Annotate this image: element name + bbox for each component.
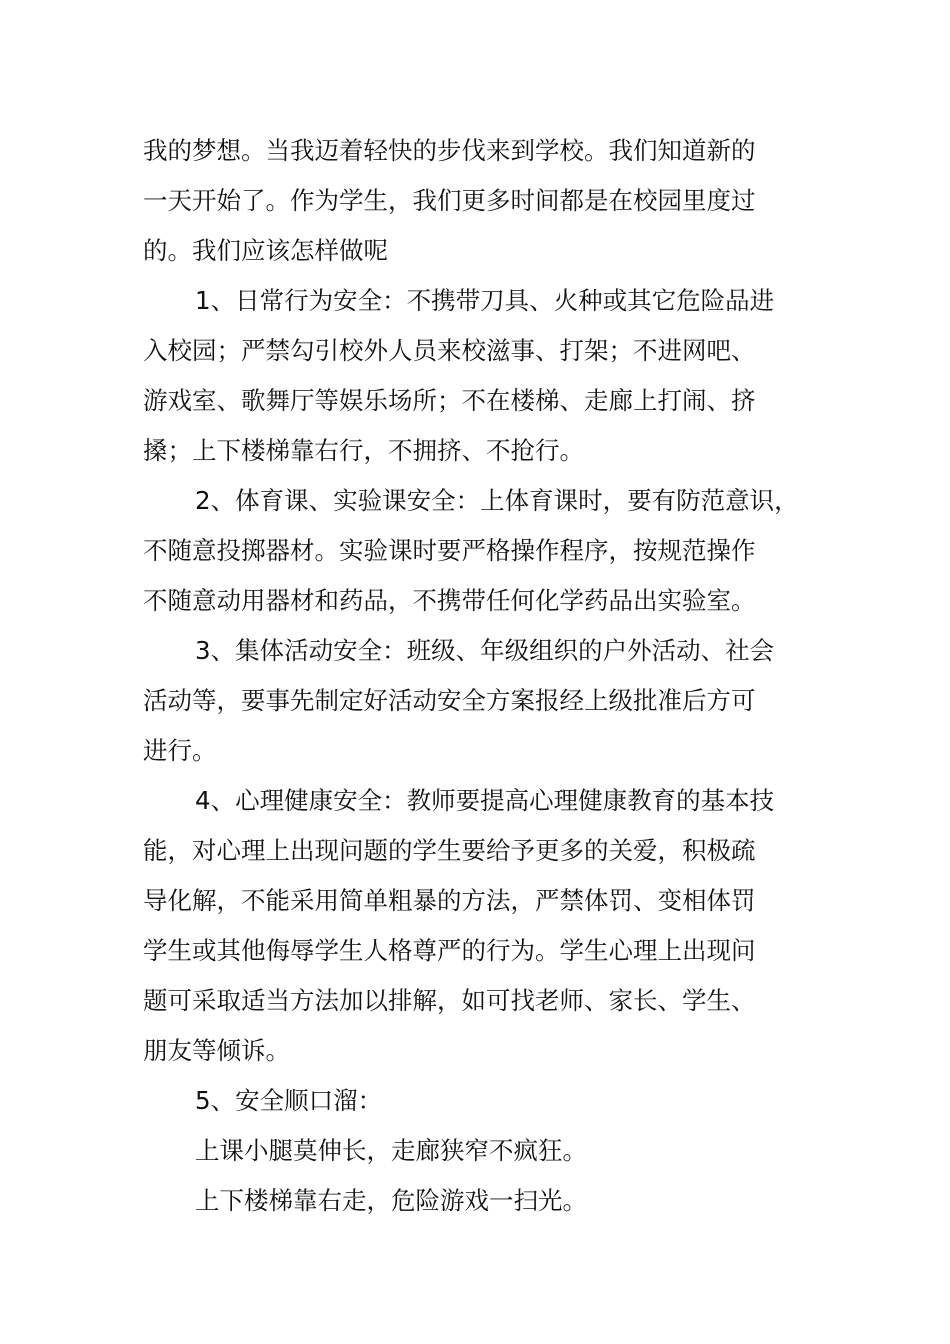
text-line: 题可采取适当方法加以排解，如可找老师、家长、学生、 xyxy=(143,986,756,1015)
text-line: 不随意投掷器材。实验课时要严格操作程序，按规范操作 xyxy=(143,536,756,565)
text-line: 3、集体活动安全：班级、年级组织的户外活动、社会 xyxy=(195,636,775,665)
text-line: 1、日常行为安全：不携带刀具、火种或其它危险品进 xyxy=(195,286,775,315)
text-line: 导化解，不能采用简单粗暴的方法，严禁体罚、变相体罚 xyxy=(143,886,756,915)
text-line: 的。我们应该怎样做呢 xyxy=(143,236,388,265)
text-line: 我的梦想。当我迈着轻快的步伐来到学校。我们知道新的 xyxy=(143,136,756,165)
text-line: 朋友等倾诉。 xyxy=(143,1036,290,1065)
document-body xyxy=(143,126,823,1226)
text-line: 学生或其他侮辱学生人格尊严的行为。学生心理上出现问 xyxy=(143,936,756,965)
text-line: 能，对心理上出现问题的学生要给予更多的关爱，积极疏 xyxy=(143,836,756,865)
text-line: 活动等，要事先制定好活动安全方案报经上级批准后方可 xyxy=(143,686,756,715)
text-line: 5、安全顺口溜： xyxy=(195,1086,383,1115)
text-line: 一天开始了。作为学生，我们更多时间都是在校园里度过 xyxy=(143,186,756,215)
text-line: 入校园；严禁勾引校外人员来校滋事、打架；不进网吧、 xyxy=(143,336,756,365)
text-line: 搡；上下楼梯靠右行，不拥挤、不抢行。 xyxy=(143,436,584,465)
text-line: 2、体育课、实验课安全：上体育课时，要有防范意识， xyxy=(195,486,799,515)
text-line: 游戏室、歌舞厅等娱乐场所；不在楼梯、走廊上打闹、挤 xyxy=(143,386,756,415)
text-line: 上课小腿莫伸长，走廊狭窄不疯狂。 xyxy=(195,1136,587,1165)
text-line: 不随意动用器材和药品，不携带任何化学药品出实验室。 xyxy=(143,586,756,615)
text-line: 上下楼梯靠右走，危险游戏一扫光。 xyxy=(195,1186,587,1215)
text-line: 进行。 xyxy=(143,736,217,765)
text-line: 4、心理健康安全：教师要提高心理健康教育的基本技 xyxy=(195,786,775,815)
